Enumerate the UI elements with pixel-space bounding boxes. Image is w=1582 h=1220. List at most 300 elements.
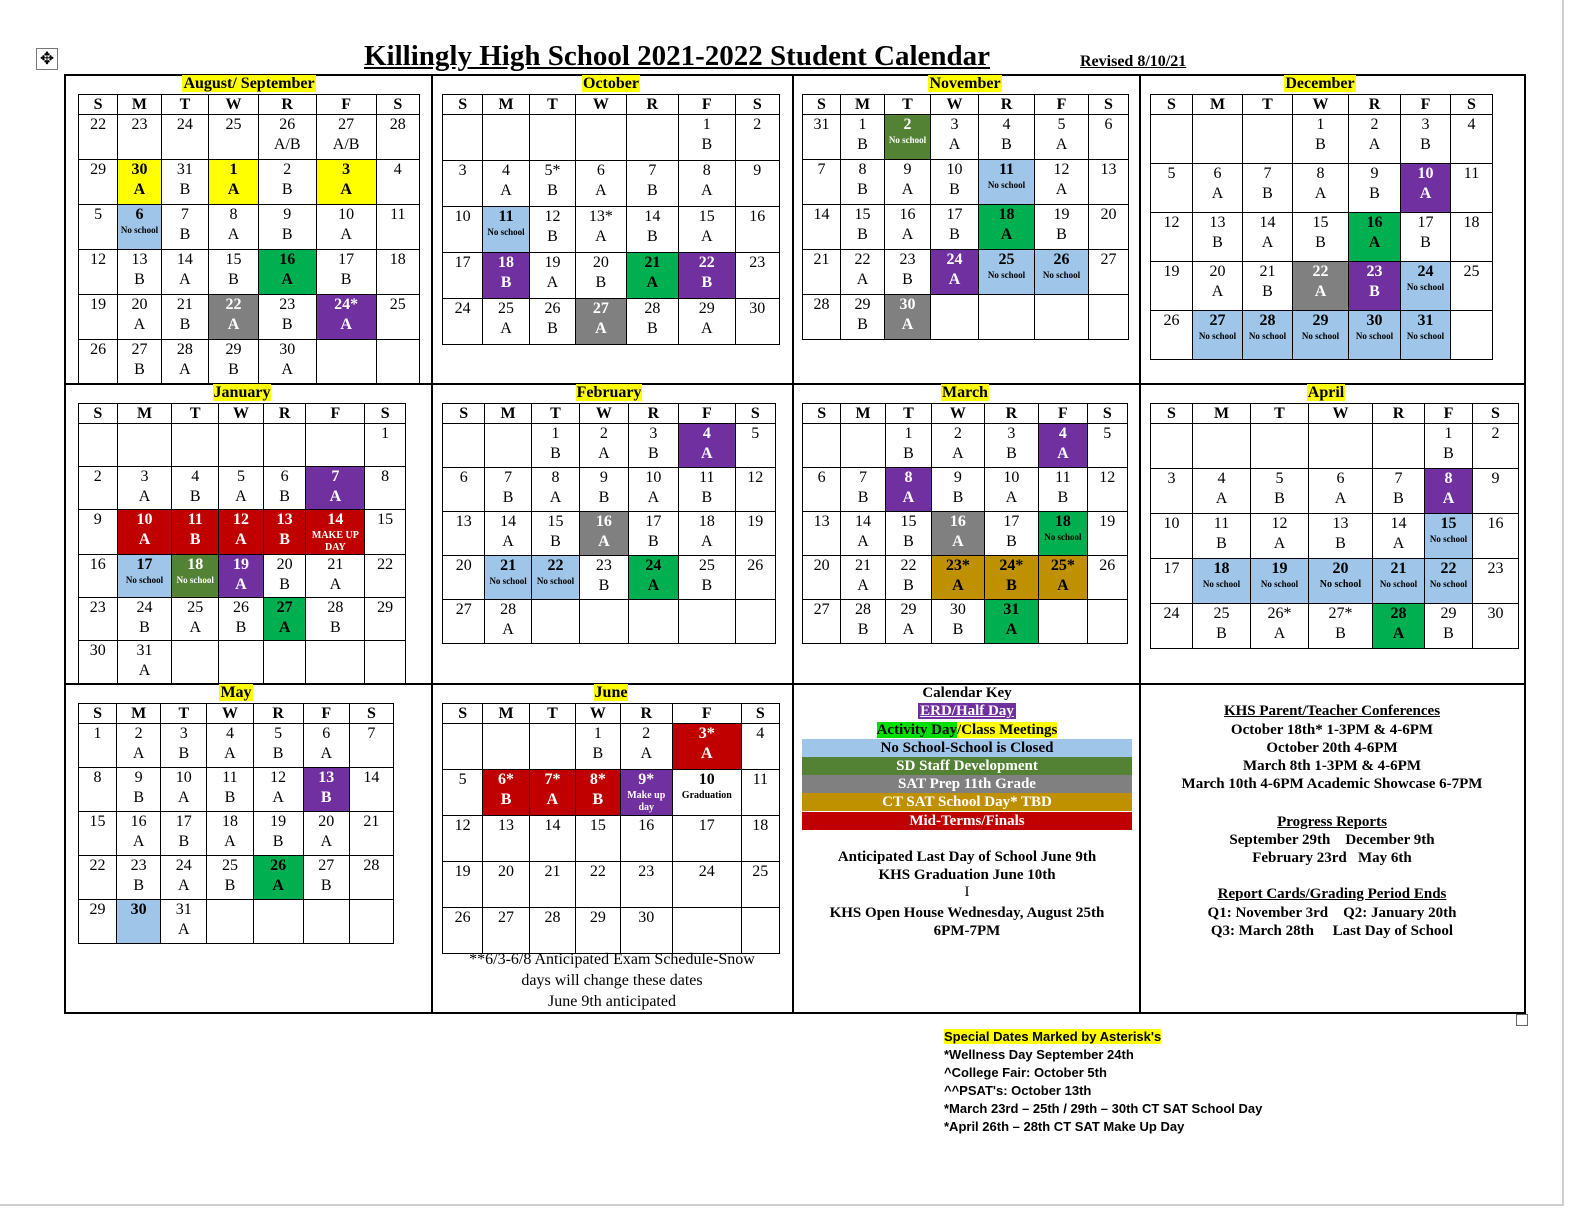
- week-row: [1151, 514, 1519, 559]
- day-number: 7: [180, 206, 189, 223]
- day-number: 28: [1390, 605, 1407, 622]
- day-rotation: B: [320, 789, 332, 806]
- day-cell: [443, 161, 483, 207]
- weekday-header-row: [443, 404, 776, 424]
- day-number: 10: [338, 206, 355, 223]
- day-rotation: A: [133, 316, 146, 333]
- day-number: 15: [589, 817, 606, 834]
- day-rotation: A: [272, 789, 284, 806]
- day-cell: [1473, 424, 1519, 469]
- day-number: 24*: [999, 557, 1024, 574]
- day-rotation: B: [1056, 226, 1067, 243]
- day-cell: [161, 812, 207, 856]
- june-note-line: June 9th anticipated: [548, 993, 676, 1010]
- day-cell: [979, 160, 1035, 205]
- day-cell: [735, 512, 775, 556]
- day-rotation: B: [272, 833, 284, 850]
- day-number: 11: [390, 206, 406, 223]
- day-rotation: A: [179, 271, 191, 288]
- day-cell: [841, 295, 885, 340]
- day-cell: [117, 598, 172, 641]
- day-number: 29: [89, 901, 106, 918]
- weekday-header-row: [79, 404, 406, 424]
- day-cell: [932, 424, 984, 468]
- day-cell: [443, 556, 485, 600]
- day-cell: [376, 160, 419, 205]
- day-cell: [118, 340, 161, 385]
- day-number: 25: [1463, 263, 1480, 280]
- week-row: [79, 768, 394, 812]
- day-cell: [485, 600, 531, 644]
- day-cell: [841, 468, 885, 512]
- day-rotation: B: [701, 577, 713, 594]
- day-note: No school: [888, 135, 927, 145]
- day-rotation: B: [547, 228, 558, 245]
- key-no-school: No School-School is Closed: [802, 739, 1132, 757]
- day-cell: [79, 856, 117, 900]
- day-number: 15: [698, 208, 715, 225]
- day-cell: [219, 510, 264, 555]
- day-number: 13: [1332, 515, 1349, 532]
- month-title: [442, 384, 776, 401]
- day-cell: [117, 510, 172, 555]
- day-cell: [443, 816, 483, 862]
- day-cell: [679, 600, 736, 644]
- month-name: May: [220, 684, 252, 701]
- month-name: October: [583, 75, 639, 92]
- day-rotation: B: [502, 489, 514, 506]
- day-cell: [485, 556, 531, 600]
- day-rotation: A: [340, 316, 352, 333]
- day-cell: [376, 295, 419, 340]
- month-title: [1150, 75, 1490, 92]
- day-number: 11: [1213, 515, 1230, 532]
- day-rotation: A/B: [332, 136, 360, 153]
- day-rotation: A: [595, 228, 607, 245]
- day-number: 5: [458, 771, 467, 788]
- weekday-header: F: [1425, 404, 1473, 424]
- day-rotation: A: [1314, 185, 1327, 202]
- week-row: [803, 512, 1128, 556]
- day-number: 7*: [544, 771, 561, 788]
- day-number: 3: [1007, 425, 1016, 442]
- day-rotation: A: [857, 577, 869, 594]
- day-rotation: A: [952, 533, 964, 550]
- day-number: 30: [89, 642, 106, 659]
- day-number: 9: [753, 162, 762, 179]
- day-cell: [306, 510, 365, 555]
- day-rotation: A: [1419, 185, 1432, 202]
- day-cell: [1039, 512, 1087, 556]
- day-rotation: A: [701, 745, 713, 762]
- day-number: 27: [276, 599, 293, 616]
- week-row: [443, 161, 780, 207]
- day-cell: [1451, 164, 1493, 213]
- day-cell: [443, 600, 485, 644]
- day-number: 25*: [1050, 557, 1075, 574]
- day-cell: [673, 724, 742, 770]
- day-number: 16: [749, 208, 766, 225]
- weekday-header: W: [931, 95, 979, 115]
- day-rotation: B: [1335, 625, 1346, 642]
- day-number: 18: [998, 206, 1015, 223]
- day-number: 23: [89, 599, 106, 616]
- day-cell: [483, 908, 529, 954]
- day-rotation: B: [903, 533, 914, 550]
- day-number: 23: [279, 296, 296, 313]
- month-title: [1150, 384, 1502, 401]
- day-number: 19: [454, 863, 471, 880]
- day-cell: [349, 856, 393, 900]
- day-cell: [803, 250, 841, 295]
- day-cell: [365, 555, 406, 598]
- day-cell: [529, 816, 575, 862]
- day-rotation: B: [1001, 136, 1012, 153]
- day-number: 16: [130, 813, 147, 830]
- day-cell: [841, 512, 885, 556]
- day-cell: [885, 556, 931, 600]
- day-cell: [117, 424, 172, 467]
- weekday-header: R: [258, 95, 316, 115]
- day-note: No school: [489, 576, 527, 586]
- week-row: [803, 600, 1128, 644]
- day-rotation: A: [952, 577, 964, 594]
- day-number: 24: [176, 116, 193, 133]
- day-number: 9: [283, 206, 292, 223]
- day-cell: [118, 250, 161, 295]
- day-cell: [576, 724, 620, 770]
- key-label: Activity Day: [876, 722, 957, 738]
- key-label: ERD/Half Day: [920, 703, 1014, 719]
- day-cell: [349, 812, 393, 856]
- day-number: 18: [187, 556, 204, 573]
- day-number: 19: [1053, 206, 1070, 223]
- day-number: 27: [1209, 312, 1226, 329]
- weekday-header: S: [443, 704, 483, 724]
- day-cell: [1193, 262, 1243, 311]
- day-cell: [349, 724, 393, 768]
- month-title: [78, 684, 394, 701]
- day-number: 7: [1394, 470, 1403, 487]
- day-number: 4: [756, 725, 765, 742]
- day-cell: [803, 295, 841, 340]
- day-rotation: A: [598, 445, 610, 462]
- day-note: No school: [1429, 579, 1468, 589]
- day-rotation: B: [279, 576, 290, 593]
- day-number: 15: [900, 513, 917, 530]
- day-number: 24: [136, 599, 153, 616]
- day-number: 26: [270, 857, 287, 874]
- day-cell: [161, 295, 209, 340]
- day-cell: [885, 468, 931, 512]
- day-number: 30: [749, 300, 766, 317]
- weekday-header: S: [735, 404, 775, 424]
- day-cell: [258, 250, 316, 295]
- day-number: 26: [279, 116, 296, 133]
- day-number: 28: [363, 857, 380, 874]
- day-rotation: A: [1211, 283, 1224, 300]
- day-rotation: A: [701, 182, 713, 199]
- weekday-header: W: [932, 404, 984, 424]
- day-cell: [161, 340, 209, 385]
- day-number: 22: [1312, 263, 1329, 280]
- day-number: 21: [363, 813, 380, 830]
- day-number: 29: [377, 599, 394, 616]
- day-number: 8: [904, 469, 913, 486]
- move-handle-icon[interactable]: ✥: [36, 48, 58, 70]
- day-number: 6: [1104, 116, 1113, 133]
- week-row: [1151, 115, 1493, 164]
- day-rotation: A: [178, 789, 190, 806]
- day-rotation: B: [1393, 490, 1404, 507]
- day-number: 4: [393, 161, 402, 178]
- day-cell: [576, 161, 626, 207]
- day-cell: [932, 468, 984, 512]
- day-number: 8: [1316, 165, 1325, 182]
- day-rotation: B: [1216, 625, 1227, 642]
- key-ct-sat: CT SAT School Day* TBD: [802, 793, 1132, 811]
- day-cell: [443, 862, 483, 908]
- day-rotation: B: [178, 833, 190, 850]
- weekday-header: T: [161, 95, 209, 115]
- day-cell: [679, 115, 736, 161]
- day-number: 2: [599, 425, 608, 442]
- day-number: 8: [702, 162, 711, 179]
- day-number: 25: [998, 251, 1015, 268]
- day-number: 10: [1163, 515, 1180, 532]
- day-cell: [443, 253, 483, 299]
- weekday-header: R: [628, 404, 678, 424]
- day-rotation: B: [701, 136, 713, 153]
- day-cell: [576, 862, 620, 908]
- resize-handle-icon[interactable]: [1516, 1014, 1528, 1026]
- day-cell: [306, 467, 365, 510]
- day-rotation: B: [952, 621, 964, 638]
- day-number: 20: [813, 557, 830, 574]
- day-number: 22: [589, 863, 606, 880]
- day-rotation: A: [901, 316, 914, 333]
- weekday-header: S: [1087, 404, 1127, 424]
- day-number: 4: [225, 725, 234, 742]
- day-rotation: A: [701, 228, 713, 245]
- day-cell: [741, 862, 779, 908]
- day-cell: [1373, 514, 1425, 559]
- weekday-header: S: [1451, 95, 1493, 115]
- weekday-header: F: [679, 95, 736, 115]
- day-number: 10: [645, 469, 662, 486]
- day-rotation: B: [1315, 136, 1326, 153]
- month-title: [78, 75, 420, 92]
- day-cell: [79, 555, 118, 598]
- day-number: 20: [276, 556, 293, 573]
- day-cell: [1193, 311, 1243, 360]
- day-number: 19: [1271, 560, 1288, 577]
- day-cell: [483, 161, 529, 207]
- day-rotation: B: [550, 445, 561, 462]
- month-february: [442, 384, 776, 642]
- weekday-header-row: [803, 404, 1128, 424]
- day-number: 13*: [588, 208, 613, 225]
- day-rotation: A: [320, 833, 333, 850]
- day-cell: [1251, 424, 1309, 469]
- month-april: [1150, 384, 1502, 646]
- day-cell: [531, 600, 579, 644]
- day-number: 7: [367, 725, 376, 742]
- day-number: 10: [1003, 469, 1020, 486]
- special-date-line: ^^PSAT's: October 13th: [944, 1083, 1092, 1098]
- day-number: 20: [318, 813, 335, 830]
- day-rotation: B: [902, 271, 913, 288]
- day-cell: [626, 299, 678, 345]
- month-table: [442, 703, 780, 954]
- day-cell: [1089, 115, 1129, 160]
- week-row: [79, 856, 394, 900]
- day-note: No school: [536, 576, 575, 586]
- day-cell: [443, 424, 485, 468]
- day-cell: [1151, 213, 1193, 262]
- month-table: [78, 94, 420, 385]
- day-number: 8: [858, 161, 867, 178]
- day-cell: [1087, 556, 1127, 600]
- day-number: 24: [175, 857, 192, 874]
- progress-line: September 29th December 9th: [1229, 832, 1435, 848]
- day-rotation: B: [598, 489, 610, 506]
- day-rotation: A: [320, 745, 333, 762]
- day-number: 25: [221, 857, 238, 874]
- day-cell: [1451, 213, 1493, 262]
- day-cell: [161, 115, 209, 160]
- weekday-header-row: [803, 95, 1129, 115]
- week-row: [443, 816, 780, 862]
- day-number: 4: [191, 468, 200, 485]
- day-number: 8: [551, 469, 560, 486]
- day-cell: [117, 900, 161, 944]
- day-number: 20: [1209, 263, 1226, 280]
- day-number: 2: [903, 116, 912, 133]
- day-cell: [984, 424, 1039, 468]
- weekday-header: W: [576, 95, 626, 115]
- day-number: 28: [813, 296, 830, 313]
- day-rotation: A: [1211, 185, 1224, 202]
- day-cell: [1151, 559, 1193, 604]
- day-cell: [529, 724, 575, 770]
- week-row: [1151, 559, 1519, 604]
- day-rotation: A: [272, 877, 284, 894]
- day-number: 19: [1099, 513, 1116, 530]
- day-cell: [349, 900, 393, 944]
- day-cell: [1251, 559, 1309, 604]
- special-date-line: *March 23rd – 25th / 29th – 30th CT SAT School Day: [944, 1101, 1263, 1116]
- day-cell: [1251, 469, 1309, 514]
- day-note: No school: [1406, 331, 1445, 341]
- day-number: 26: [747, 557, 764, 574]
- day-cell: [1035, 205, 1089, 250]
- weekday-header: W: [209, 95, 259, 115]
- day-rotation: B: [133, 877, 144, 894]
- month-table: [802, 403, 1128, 644]
- day-note: No school: [1406, 282, 1445, 292]
- day-cell: [79, 340, 118, 385]
- day-number: 11: [498, 208, 514, 225]
- day-number: 12: [747, 469, 764, 486]
- day-cell: [628, 424, 678, 468]
- day-rotation: B: [279, 488, 290, 505]
- day-number: 3: [458, 162, 467, 179]
- day-rotation: A: [500, 182, 512, 199]
- day-cell: [376, 250, 419, 295]
- weekday-header: T: [161, 704, 207, 724]
- day-number: 17: [698, 817, 715, 834]
- day-cell: [626, 161, 678, 207]
- month-name: December: [1285, 75, 1355, 92]
- day-cell: [1089, 160, 1129, 205]
- day-cell: [1251, 514, 1309, 559]
- day-number: 17: [175, 813, 192, 830]
- day-number: 28: [644, 300, 661, 317]
- day-rotation: A: [178, 921, 190, 938]
- day-rotation: B: [224, 789, 236, 806]
- day-rotation: B: [330, 619, 341, 636]
- week-row: [79, 724, 394, 768]
- day-rotation: B: [648, 445, 659, 462]
- day-rotation: B: [1006, 445, 1017, 462]
- day-cell: [626, 253, 678, 299]
- day-number: 1: [93, 725, 102, 742]
- day-rotation: B: [139, 619, 150, 636]
- day-number: 30: [1366, 312, 1383, 329]
- day-rotation: A: [902, 621, 915, 638]
- open-house-time: 6PM-7PM: [933, 923, 1001, 939]
- day-cell: [172, 641, 219, 684]
- day-number: 29: [225, 341, 242, 358]
- day-number: 2: [1370, 116, 1379, 133]
- day-cell: [1089, 250, 1129, 295]
- day-number: 31: [175, 901, 192, 918]
- day-number: 9: [953, 469, 962, 486]
- day-rotation: B: [547, 182, 558, 199]
- month-november: [802, 75, 1128, 339]
- day-cell: [1151, 514, 1193, 559]
- weekday-header-row: [1151, 95, 1493, 115]
- day-rotation: A: [1261, 234, 1274, 251]
- day-cell: [1473, 559, 1519, 604]
- day-number: 15: [547, 513, 564, 530]
- day-rotation: B: [1212, 234, 1223, 251]
- day-cell: [79, 467, 118, 510]
- day-cell: [1349, 311, 1401, 360]
- day-rotation: A: [948, 271, 961, 288]
- weekday-header: F: [303, 704, 349, 724]
- day-rotation: B: [857, 136, 868, 153]
- day-number: 28: [500, 601, 517, 618]
- day-cell: [207, 768, 253, 812]
- day-cell: [628, 468, 678, 512]
- weekday-header: S: [443, 404, 485, 424]
- day-rotation: B: [1057, 489, 1069, 506]
- day-cell: [316, 250, 376, 295]
- day-number: 27: [592, 300, 609, 317]
- day-rotation: B: [1006, 577, 1017, 594]
- day-number: 27: [131, 341, 148, 358]
- day-rotation: B: [646, 182, 658, 199]
- weekday-header: M: [1193, 404, 1251, 424]
- week-row: [79, 641, 406, 684]
- day-number: 2: [283, 161, 292, 178]
- day-number: 23: [130, 857, 147, 874]
- weekday-header: W: [219, 404, 264, 424]
- weekday-header: M: [483, 95, 529, 115]
- day-cell: [1193, 115, 1243, 164]
